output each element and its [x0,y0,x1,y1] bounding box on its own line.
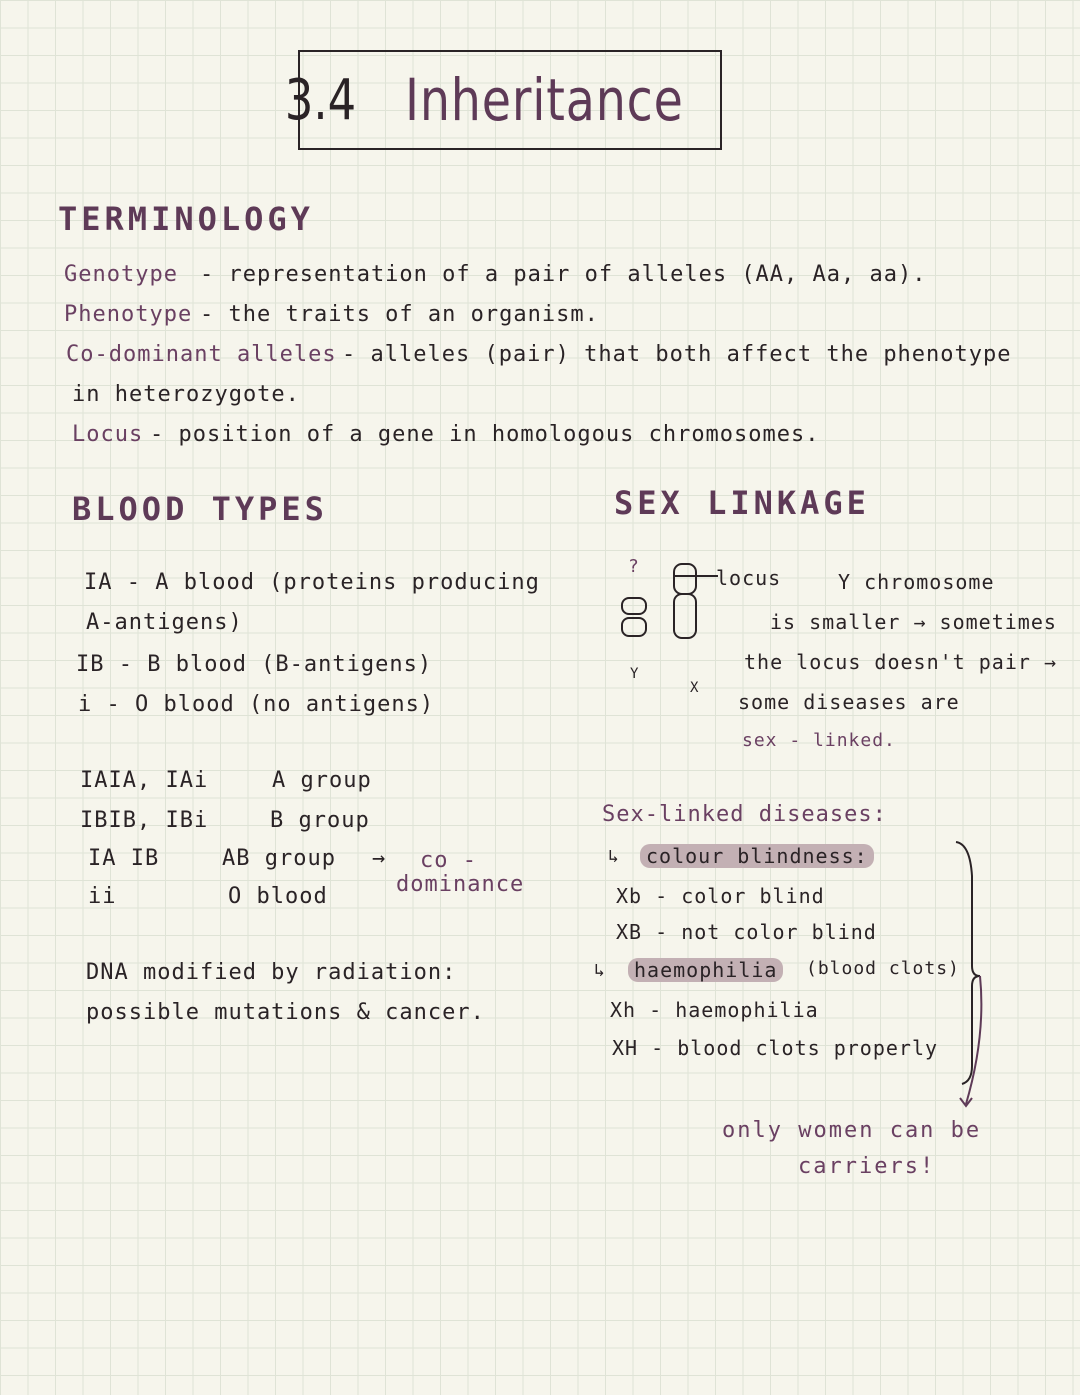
xb-recessive-line: Xb - color blind [616,884,825,908]
terminology-heading: TERMINOLOGY [58,200,314,238]
genotype-term: Genotype [64,262,178,287]
sex-linkage-note-2: is smaller → sometimes [770,610,1057,634]
group-ab: AB group [222,846,336,871]
question-mark: ? [628,556,640,577]
bracket-arrow-icon [952,836,992,1116]
allele-ia-line-cont: A-antigens) [86,610,243,635]
haemophilia-note: (blood clots) [806,958,960,979]
genotype-ab: IA IB [88,846,160,871]
xb-dominant-line: XB - not color blind [616,920,877,944]
group-o: O blood [228,884,328,909]
bullet-arrow-icon: ↳ [608,846,620,867]
colour-blindness-label: colour blindness: [640,844,874,868]
allele-ib-line: IB - B blood (B-antigens) [76,652,433,677]
codominant-term: Co-dominant alleles [66,342,337,367]
sex-linkage-note-3: the locus doesn't pair → [744,650,1057,674]
carriers-note-cont: carriers! [798,1154,936,1179]
allele-i-line: i - O blood (no antigens) [78,692,435,717]
chromosome-diagram-icon [618,562,728,682]
haemophilia-label: haemophilia [628,958,783,982]
x-chromosome-label: X [690,680,700,696]
phenotype-definition: - the traits of an organism. [200,302,599,327]
group-a: A group [272,768,372,793]
genotype-b: IBIB, IBi [80,808,209,833]
locus-definition: - position of a gene in homologous chromosomes. [150,422,820,447]
genotype-definition: - representation of a pair of alleles (AA, Aa, aa). [200,262,927,287]
codominant-definition: - alleles (pair) that both affect the phenotype [342,342,1012,367]
genotype-o: ii [88,884,117,909]
sex-linked-diseases-heading: Sex-linked diseases: [602,802,887,827]
page-title: Inheritance [404,66,684,134]
sex-linkage-heading: SEX LINKAGE [614,484,870,522]
arrow-icon: → [372,846,387,871]
y-chromosome-label: Y [630,666,640,682]
sex-linkage-note-1: Y chromosome [838,570,995,594]
title-box [284,50,722,150]
codominance-label-cont: dominance [396,872,525,897]
xh-recessive-line: Xh - haemophilia [610,998,819,1022]
phenotype-term: Phenotype [64,302,193,327]
locus-term: Locus [72,422,144,447]
dna-note: DNA modified by radiation: [86,960,457,985]
codominant-definition-cont: in heterozygote. [72,382,300,407]
dna-note-cont: possible mutations & cancer. [86,1000,485,1025]
allele-ia-line: IA - A blood (proteins producing [84,570,540,595]
group-b: B group [270,808,370,833]
section-number: 3.4 [284,67,356,133]
locus-label: locus [716,566,782,590]
genotype-a: IAIA, IAi [80,768,209,793]
carriers-note: only women can be [722,1118,982,1143]
codominance-label: co - [420,848,477,873]
xh-dominant-line: XH - blood clots properly [612,1036,939,1060]
sex-linkage-note-5: sex - linked. [742,730,896,751]
sex-linkage-note-4: some diseases are [738,690,960,714]
bullet-arrow-icon-2: ↳ [594,960,606,981]
blood-types-heading: BLOOD TYPES [72,490,328,528]
